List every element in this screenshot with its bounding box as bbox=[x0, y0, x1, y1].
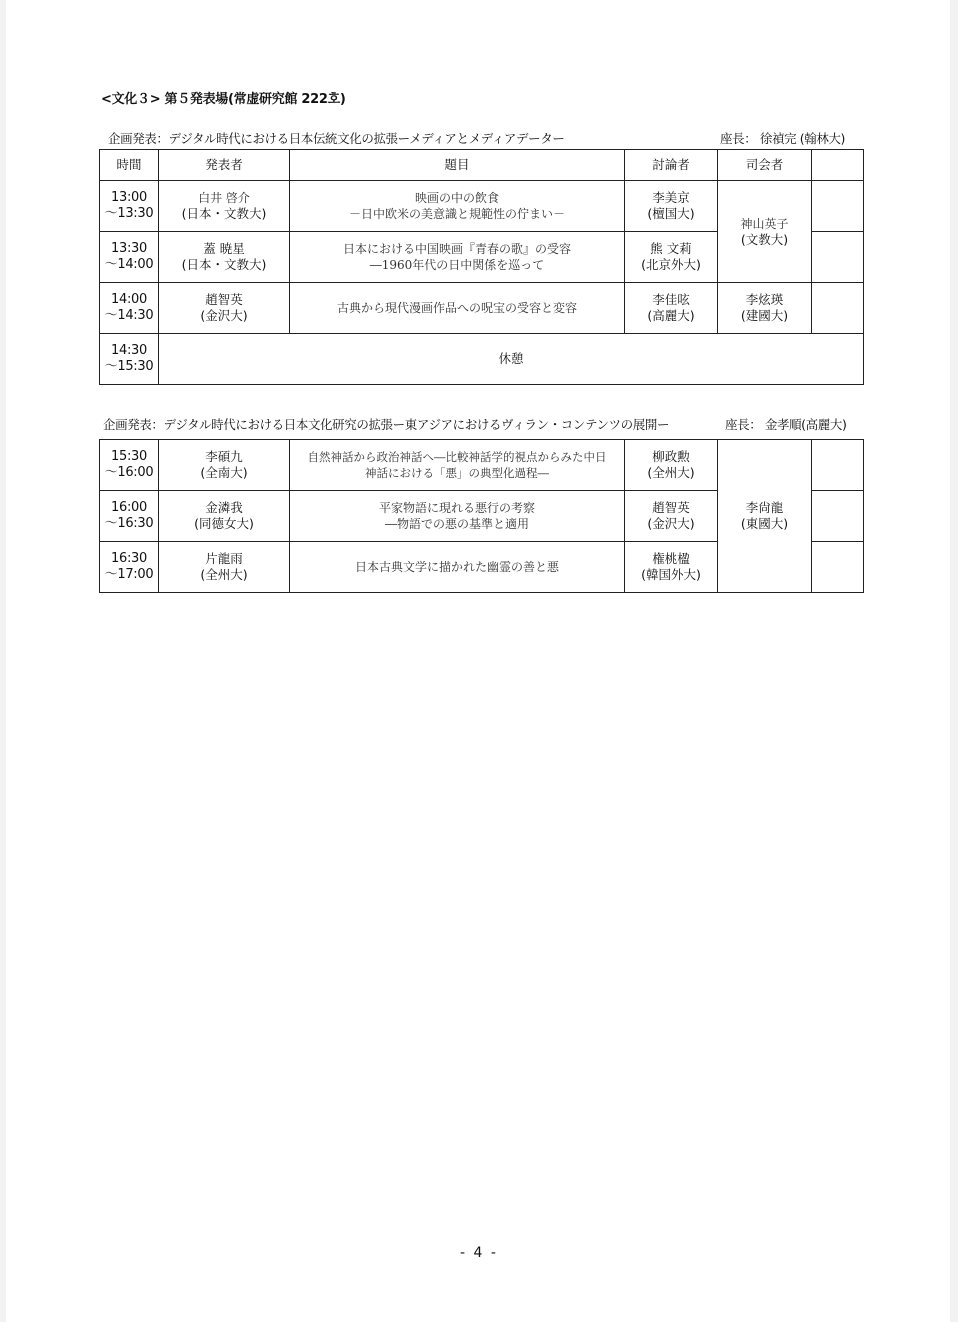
block2-header-text: 企画発表：デジタル時代における日本文化研究の拡張ー東アジアにおけるヴィラン・コンテンツの展開ー bbox=[103, 417, 670, 432]
discussant-cell: 柳政勲 (全州大) bbox=[625, 440, 718, 491]
time-cell: 16:30 ～17:00 bbox=[100, 542, 159, 593]
blank-cell bbox=[812, 181, 864, 232]
time-cell: 15:30 ～16:00 bbox=[100, 440, 159, 491]
moderator-cell: 神山英子 (文教大) bbox=[718, 181, 812, 283]
presenter-cell: 蓋 暁星 (日本・文教大) bbox=[159, 232, 290, 283]
col-header-blank bbox=[812, 150, 864, 181]
title-cell: 自然神話から政治神話へ―比較神話学的視点からみた中日 神話における「悪」の典型化過程― bbox=[290, 440, 625, 491]
title-cell: 映画の中の飲食 －日中欧米の美意識と規範性の佇まい－ bbox=[290, 181, 625, 232]
col-header-title: 題目 bbox=[290, 150, 625, 181]
time-cell: 14:30 ～15:30 bbox=[100, 334, 159, 385]
blank-cell bbox=[812, 283, 864, 334]
moderator-cell: 李尙龍 (東國大) bbox=[718, 440, 812, 593]
title-cell: 日本における中国映画『青春の歌』の受容 ―1960年代の日中関係を巡って bbox=[290, 232, 625, 283]
presenter-cell: 趙智英 (金沢大) bbox=[159, 283, 290, 334]
discussant-cell: 熊 文莉 (北京外大) bbox=[625, 232, 718, 283]
block1-header-text: 企画発表：デジタル時代における日本伝統文化の拡張ーメディアとメディアデーター bbox=[108, 131, 565, 146]
blank-cell bbox=[812, 491, 864, 542]
col-header-discussant: 討論者 bbox=[625, 150, 718, 181]
col-header-moderator: 司会者 bbox=[718, 150, 812, 181]
blank-cell bbox=[812, 542, 864, 593]
table-row bbox=[100, 440, 864, 491]
table-header-row bbox=[100, 150, 864, 181]
col-header-time: 時間 bbox=[100, 150, 159, 181]
block2-chair: 座長： 金孝順(高麗大) bbox=[725, 417, 847, 432]
break-cell: 休憩 bbox=[159, 334, 864, 385]
schedule-table-2 bbox=[99, 439, 864, 593]
discussant-cell: 権桃楹 (韓国外大) bbox=[625, 542, 718, 593]
blank-cell bbox=[812, 440, 864, 491]
page-number: - 4 - bbox=[460, 1245, 498, 1261]
time-cell: 13:30 ～14:00 bbox=[100, 232, 159, 283]
discussant-cell: 李佳呟 (高麗大) bbox=[625, 283, 718, 334]
schedule-table-1 bbox=[99, 149, 864, 385]
session-title: <文化３> 第５発表場(常虚研究館 222호) bbox=[101, 92, 346, 107]
block2-header bbox=[103, 415, 855, 433]
table-row-break bbox=[100, 334, 864, 385]
block1-header bbox=[108, 129, 856, 147]
blank-cell bbox=[812, 232, 864, 283]
presenter-cell: 金潾我 (同德女大) bbox=[159, 491, 290, 542]
table-row bbox=[100, 181, 864, 232]
col-header-presenter: 発表者 bbox=[159, 150, 290, 181]
presenter-cell: 片龍雨 (全州大) bbox=[159, 542, 290, 593]
title-cell: 平家物語に現れる悪行の考察 ―物語での悪の基準と適用 bbox=[290, 491, 625, 542]
moderator-cell: 李炫瑛 (建國大) bbox=[718, 283, 812, 334]
table-row bbox=[100, 283, 864, 334]
discussant-cell: 李美京 (檀国大) bbox=[625, 181, 718, 232]
time-cell: 16:00 ～16:30 bbox=[100, 491, 159, 542]
time-cell: 13:00 ～13:30 bbox=[100, 181, 159, 232]
discussant-cell: 趙智英 (金沢大) bbox=[625, 491, 718, 542]
title-cell: 古典から現代漫画作品への呪宝の受容と変容 bbox=[290, 283, 625, 334]
block1-chair: 座長： 徐禎完 (翰林大) bbox=[720, 131, 846, 146]
title-cell: 日本古典文学に描かれた幽霊の善と悪 bbox=[290, 542, 625, 593]
presenter-cell: 白井 啓介 (日本・文教大) bbox=[159, 181, 290, 232]
presenter-cell: 李碩九 (全南大) bbox=[159, 440, 290, 491]
time-cell: 14:00 ～14:30 bbox=[100, 283, 159, 334]
